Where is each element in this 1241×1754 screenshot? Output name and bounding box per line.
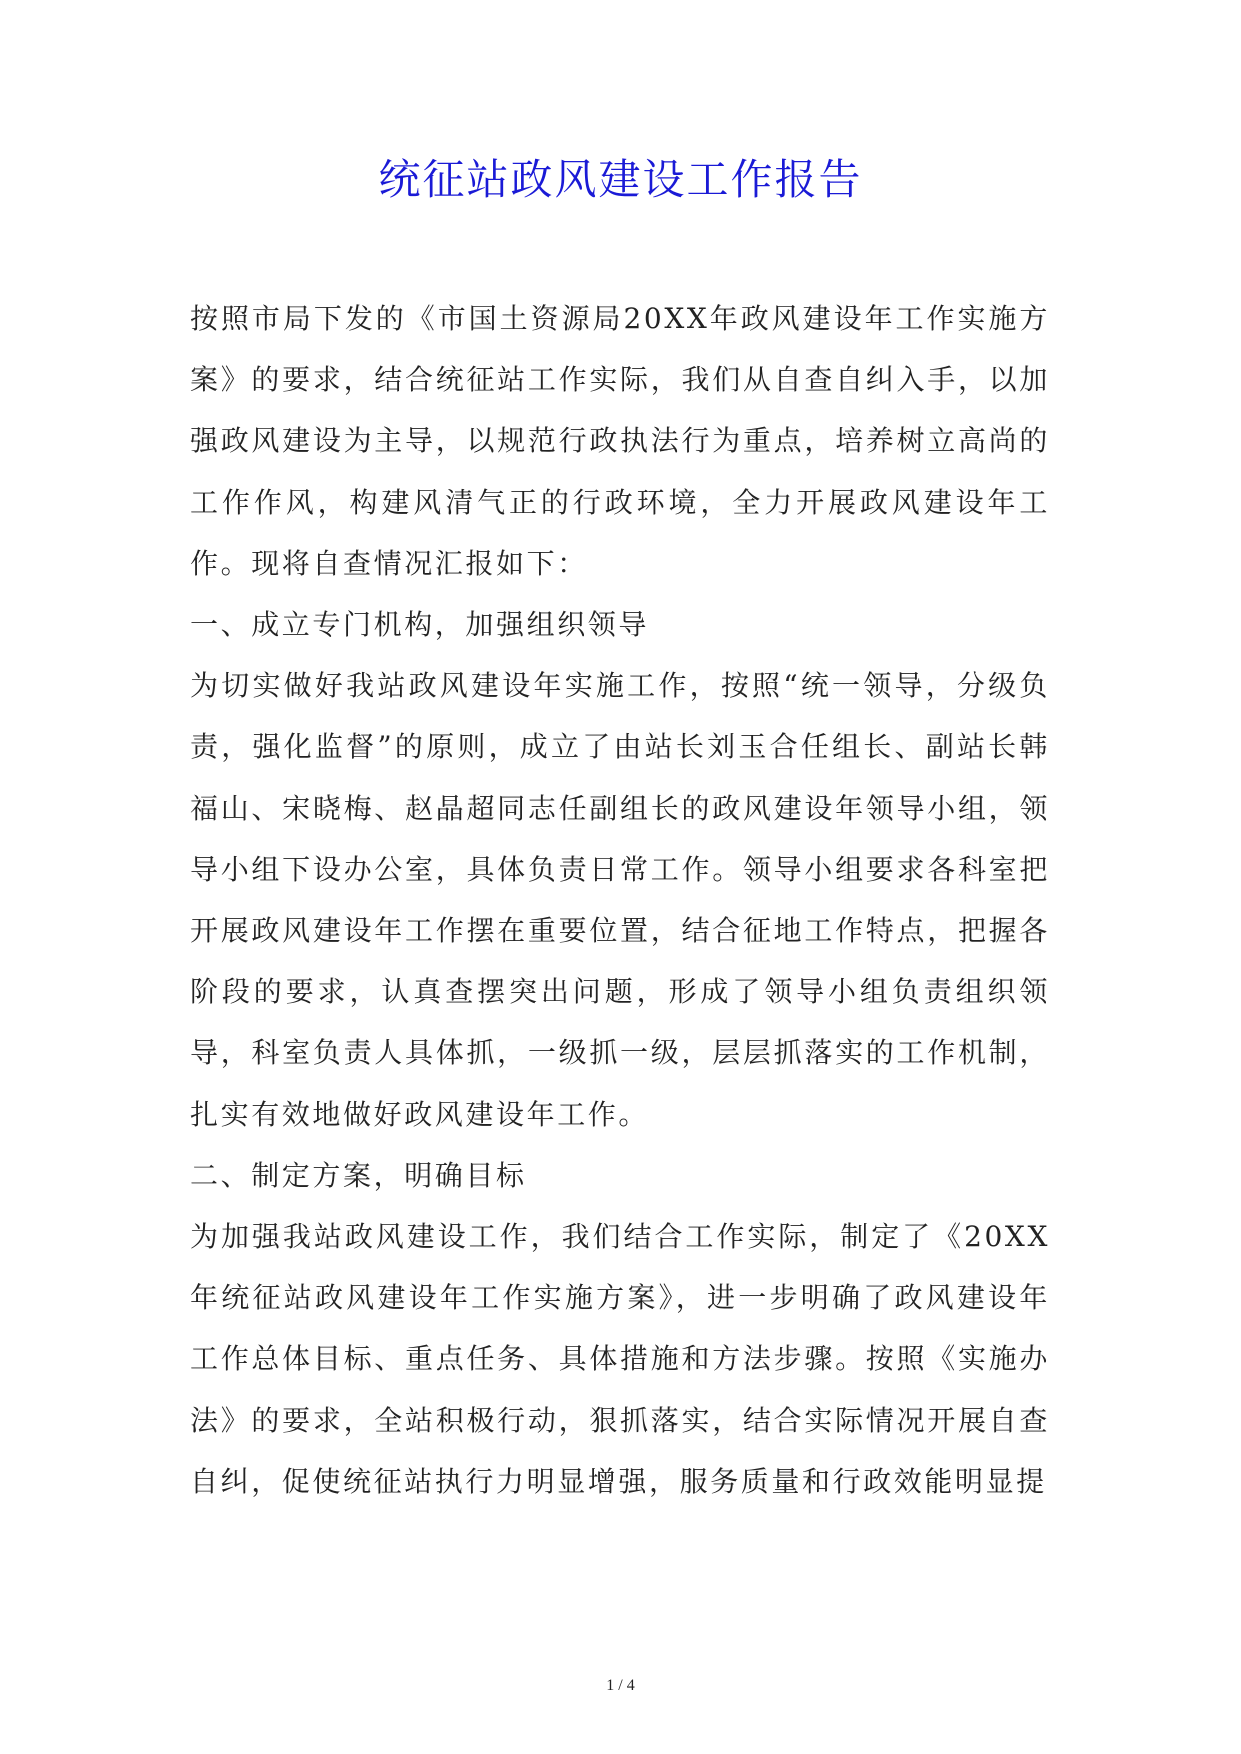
intro-paragraph: 按照市局下发的《市国土资源局20XX年政风建设年工作实施方案》的要求，结合统征站工作实际，我们从自查自纠入手，以加强政风建设为主导，以规范行政执法行为重点，培养树立高尚的工作作风，构建风清气正的行政环境，全力开展政风建设年工作。现将自查情况汇报如下： (190, 302, 1050, 580)
document-title: 统征站政风建设工作报告 (378, 155, 863, 204)
section-2-paragraph: 为加强我站政风建设工作，我们结合工作实际，制定了《20XX年统征站政风建设年工作实施方案》，进一步明确了政风建设年工作总体目标、重点任务、具体措施和方法步骤。按照《实施办法》的要求，全站积极行动，狠抓落实，结合实际情况开展自查自纠，促使统征站执行力明显增强，服务质量和行政效能明显提 (190, 1220, 1050, 1498)
section-heading-1: 一、成立专门机构，加强组织领导 (190, 608, 650, 642)
document-body (190, 288, 1050, 1512)
page-number: 1 / 4 (606, 1677, 635, 1694)
section-1-paragraph: 为切实做好我站政风建设年实施工作，按照“统一领导，分级负责，强化监督”的原则，成立了由站长刘玉合任组长、副站长韩福山、宋晓梅、赵晶超同志任副组长的政风建设年领导小组，领导小组下设办公室，具体负责日常工作。领导小组要求各科室把开展政风建设年工作摆在重要位置，结合征地工作特点，把握各阶段的要求，认真查摆突出问题，形成了领导小组负责组织领导，科室负责人具体抓，一级抓一级，层层抓落实的工作机制，扎实有效地做好政风建设年工作。 (190, 669, 1050, 1131)
section-heading-2: 二、制定方案，明确目标 (190, 1158, 527, 1192)
